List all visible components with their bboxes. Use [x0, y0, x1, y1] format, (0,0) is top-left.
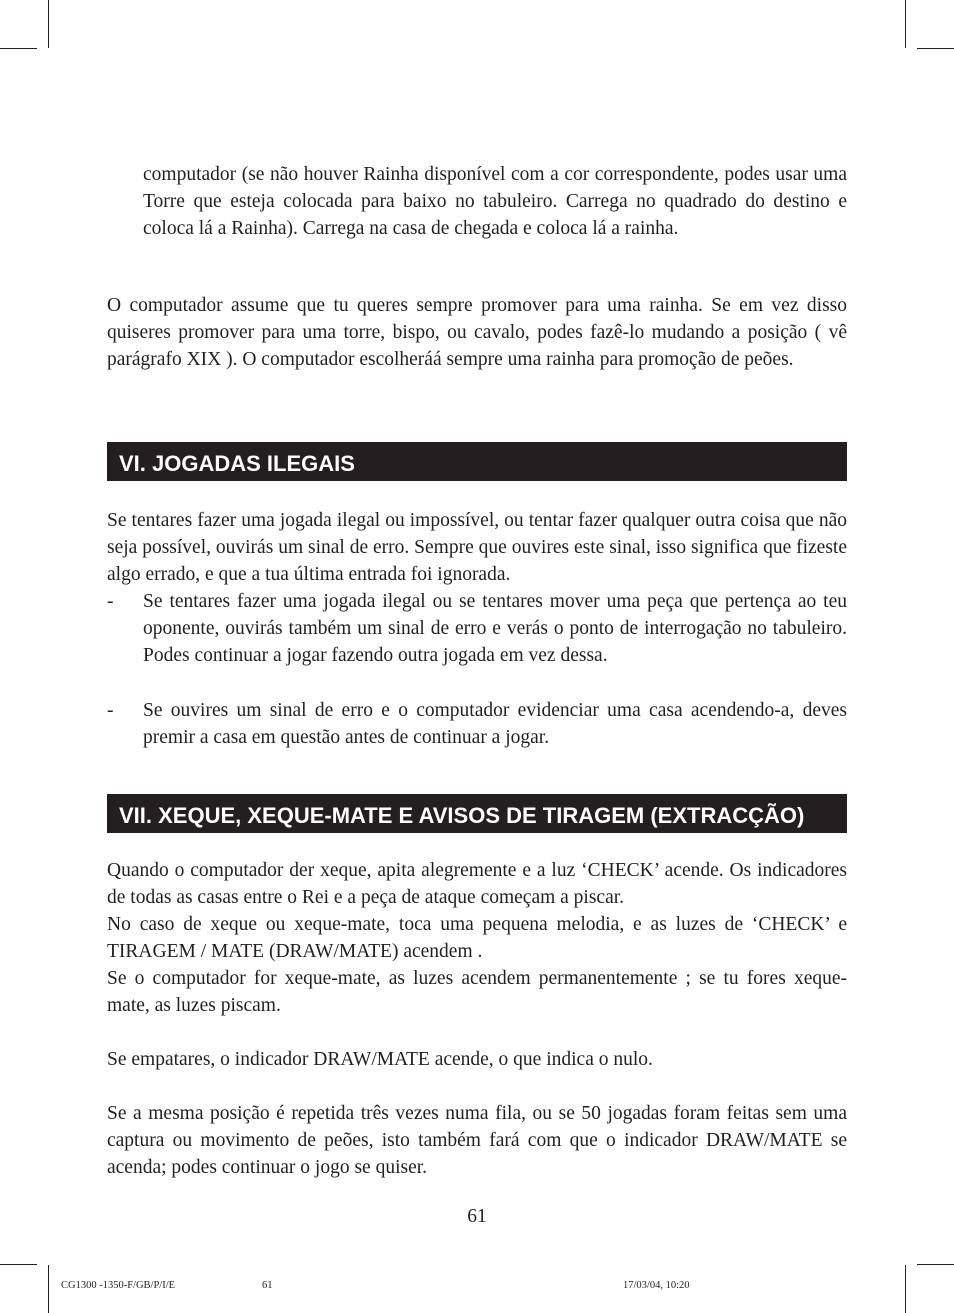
paragraph-draw: Se empatares, o indicador DRAW/MATE acende, o que indica o nulo.: [107, 1049, 653, 1070]
list-item: [107, 697, 847, 751]
crop-mark-bottom-right-vertical: [905, 1265, 906, 1313]
paragraph-check: Quando o computador der xeque, apita alegremente e a luz ‘CHECK’ acende. Os indicadores de todas as casas entre o Rei e a peça de ataque começam a piscar.: [107, 860, 847, 908]
paragraph-repetition: Se a mesma posição é repetida três vezes numa fila, ou se 50 jogadas foram feitas sem uma captura ou movimento de peões, isto também fará com que o indicador DRAW/MATE se acenda; podes continuar o jogo se quiser.: [107, 1103, 847, 1178]
paragraph-continuation: computador (se não houver Rainha disponível com a cor correspondente, podes usar uma Torre que esteja colocada para baixo no tabuleiro. Carrega no quadrado do destino e coloca lá a Rainha). Carrega na casa de chegada e coloca lá a rainha.: [143, 164, 847, 239]
section-heading-check-mate: VII. XEQUE, XEQUE-MATE E AVISOS DE TIRAGEM (EXTRACÇÃO): [107, 794, 847, 833]
crop-mark-top-right-horizontal: [917, 48, 954, 49]
paragraph-promotion: O computador assume que tu queres sempre promover para uma rainha. Se em vez disso quiseres promover para uma torre, bispo, ou cavalo, podes fazê-lo mudando a posição ( vê parágrafo XIX ). O computador escolheráá sempre uma rainha para promoção de peões.: [107, 295, 847, 370]
footer-doc-code: CG1300 -1350-F/GB/P/I/E: [61, 1280, 176, 1291]
section-heading-illegal-moves: VI. JOGADAS ILEGAIS: [107, 442, 847, 481]
list-dash: -: [107, 700, 114, 721]
crop-mark-top-right-vertical: [905, 0, 906, 48]
crop-mark-top-left-horizontal: [0, 48, 37, 49]
paragraph-melody: No caso de xeque ou xeque-mate, toca uma pequena melodia, e as luzes de ‘CHECK’ e TIRAGEM / MATE (DRAW/MATE) acendem .: [107, 914, 847, 962]
paragraph-checkmate-lights: Se o computador for xeque-mate, as luzes acendem permanentemente ; se tu fores xeque-mate, as luzes piscam.: [107, 968, 847, 1016]
list-item-text: Se tentares fazer uma jogada ilegal ou se tentares mover uma peça que pertença ao teu oponente, ouvirás também um sinal de erro e verás o ponto de interrogação no tabuleiro. Podes continuar a jogar fazendo outra jogada em vez dessa.: [143, 591, 847, 666]
crop-mark-bottom-right-horizontal: [917, 1264, 954, 1265]
crop-mark-top-left-vertical: [48, 0, 49, 48]
crop-mark-bottom-left-horizontal: [0, 1264, 37, 1265]
footer-datetime: 17/03/04, 10:20: [623, 1280, 690, 1291]
crop-mark-bottom-left-vertical: [48, 1265, 49, 1313]
page-number: 61: [467, 1206, 487, 1227]
list-item: [107, 588, 847, 669]
list-item-text: Se ouvires um sinal de erro e o computador evidenciar uma casa acendendo-a, deves premir a casa em questão antes de continuar a jogar.: [143, 700, 847, 748]
paragraph-illegal-intro: Se tentares fazer uma jogada ilegal ou impossível, ou tentar fazer qualquer outra coisa que não seja possível, ouvirás um sinal de erro. Sempre que ouvires este sinal, isso significa que fizeste algo errado, e que a tua última entrada foi ignorada.: [107, 510, 847, 585]
footer-page: 61: [262, 1280, 273, 1291]
list-dash: -: [107, 591, 114, 612]
